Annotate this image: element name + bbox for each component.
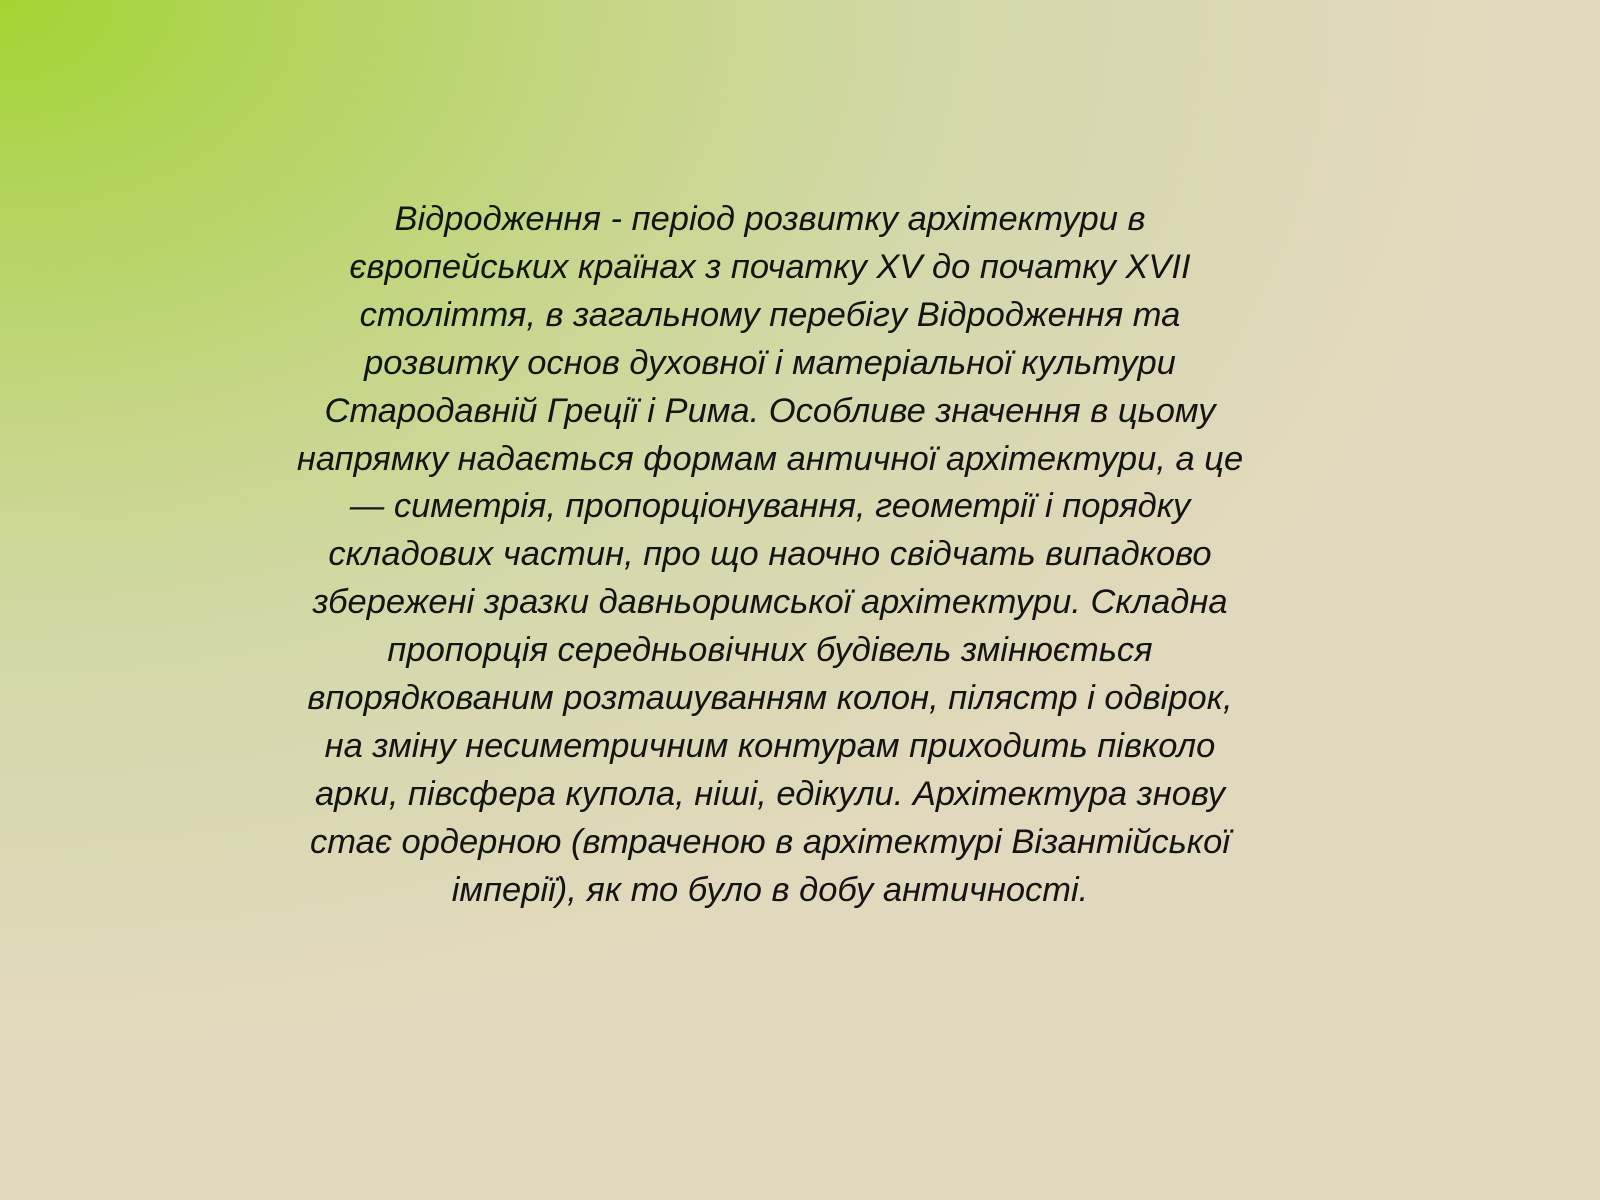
paragraph-line: напрямку надається формам античної архітектури, а це <box>296 439 1244 478</box>
paragraph-line: стає ордерною (втраченою в архітектурі Візантійської <box>310 822 1230 861</box>
paragraph-line: імперії), як то було в добу античності. <box>451 870 1089 909</box>
body-paragraph <box>210 196 1330 915</box>
paragraph-line: арки, півсфера купола, ніші, едікули. Архітектура знову <box>314 774 1225 813</box>
paragraph-line: Відродження - період розвитку архітектури в <box>394 200 1146 238</box>
paragraph-line: — симетрія, пропорціонування, геометрії і порядку <box>349 487 1191 526</box>
paragraph-line: впорядкованим розташуванням колон, пілястр і одвірок, <box>307 679 1233 718</box>
paragraph-line: пропорція середньовічних будівель змінюється <box>387 631 1153 670</box>
paragraph-line: століття, в загальному перебігу Відродження та <box>359 295 1181 334</box>
paragraph-line: європейських країнах з початку XV до початку XVII <box>349 247 1191 286</box>
paragraph-line: збережені зразки давньоримської архітектури. Складна <box>312 583 1228 622</box>
text-box <box>210 196 1330 915</box>
paragraph-line: розвитку основ духовної і матеріальної культури <box>364 343 1176 382</box>
paragraph-line: складових частин, про що наочно свідчать випадково <box>328 535 1212 574</box>
paragraph-line: на зміну несиметричним контурам приходить півколо <box>324 726 1216 765</box>
paragraph-line: Стародавній Греції і Рима. Особливе значення в цьому <box>324 391 1216 430</box>
